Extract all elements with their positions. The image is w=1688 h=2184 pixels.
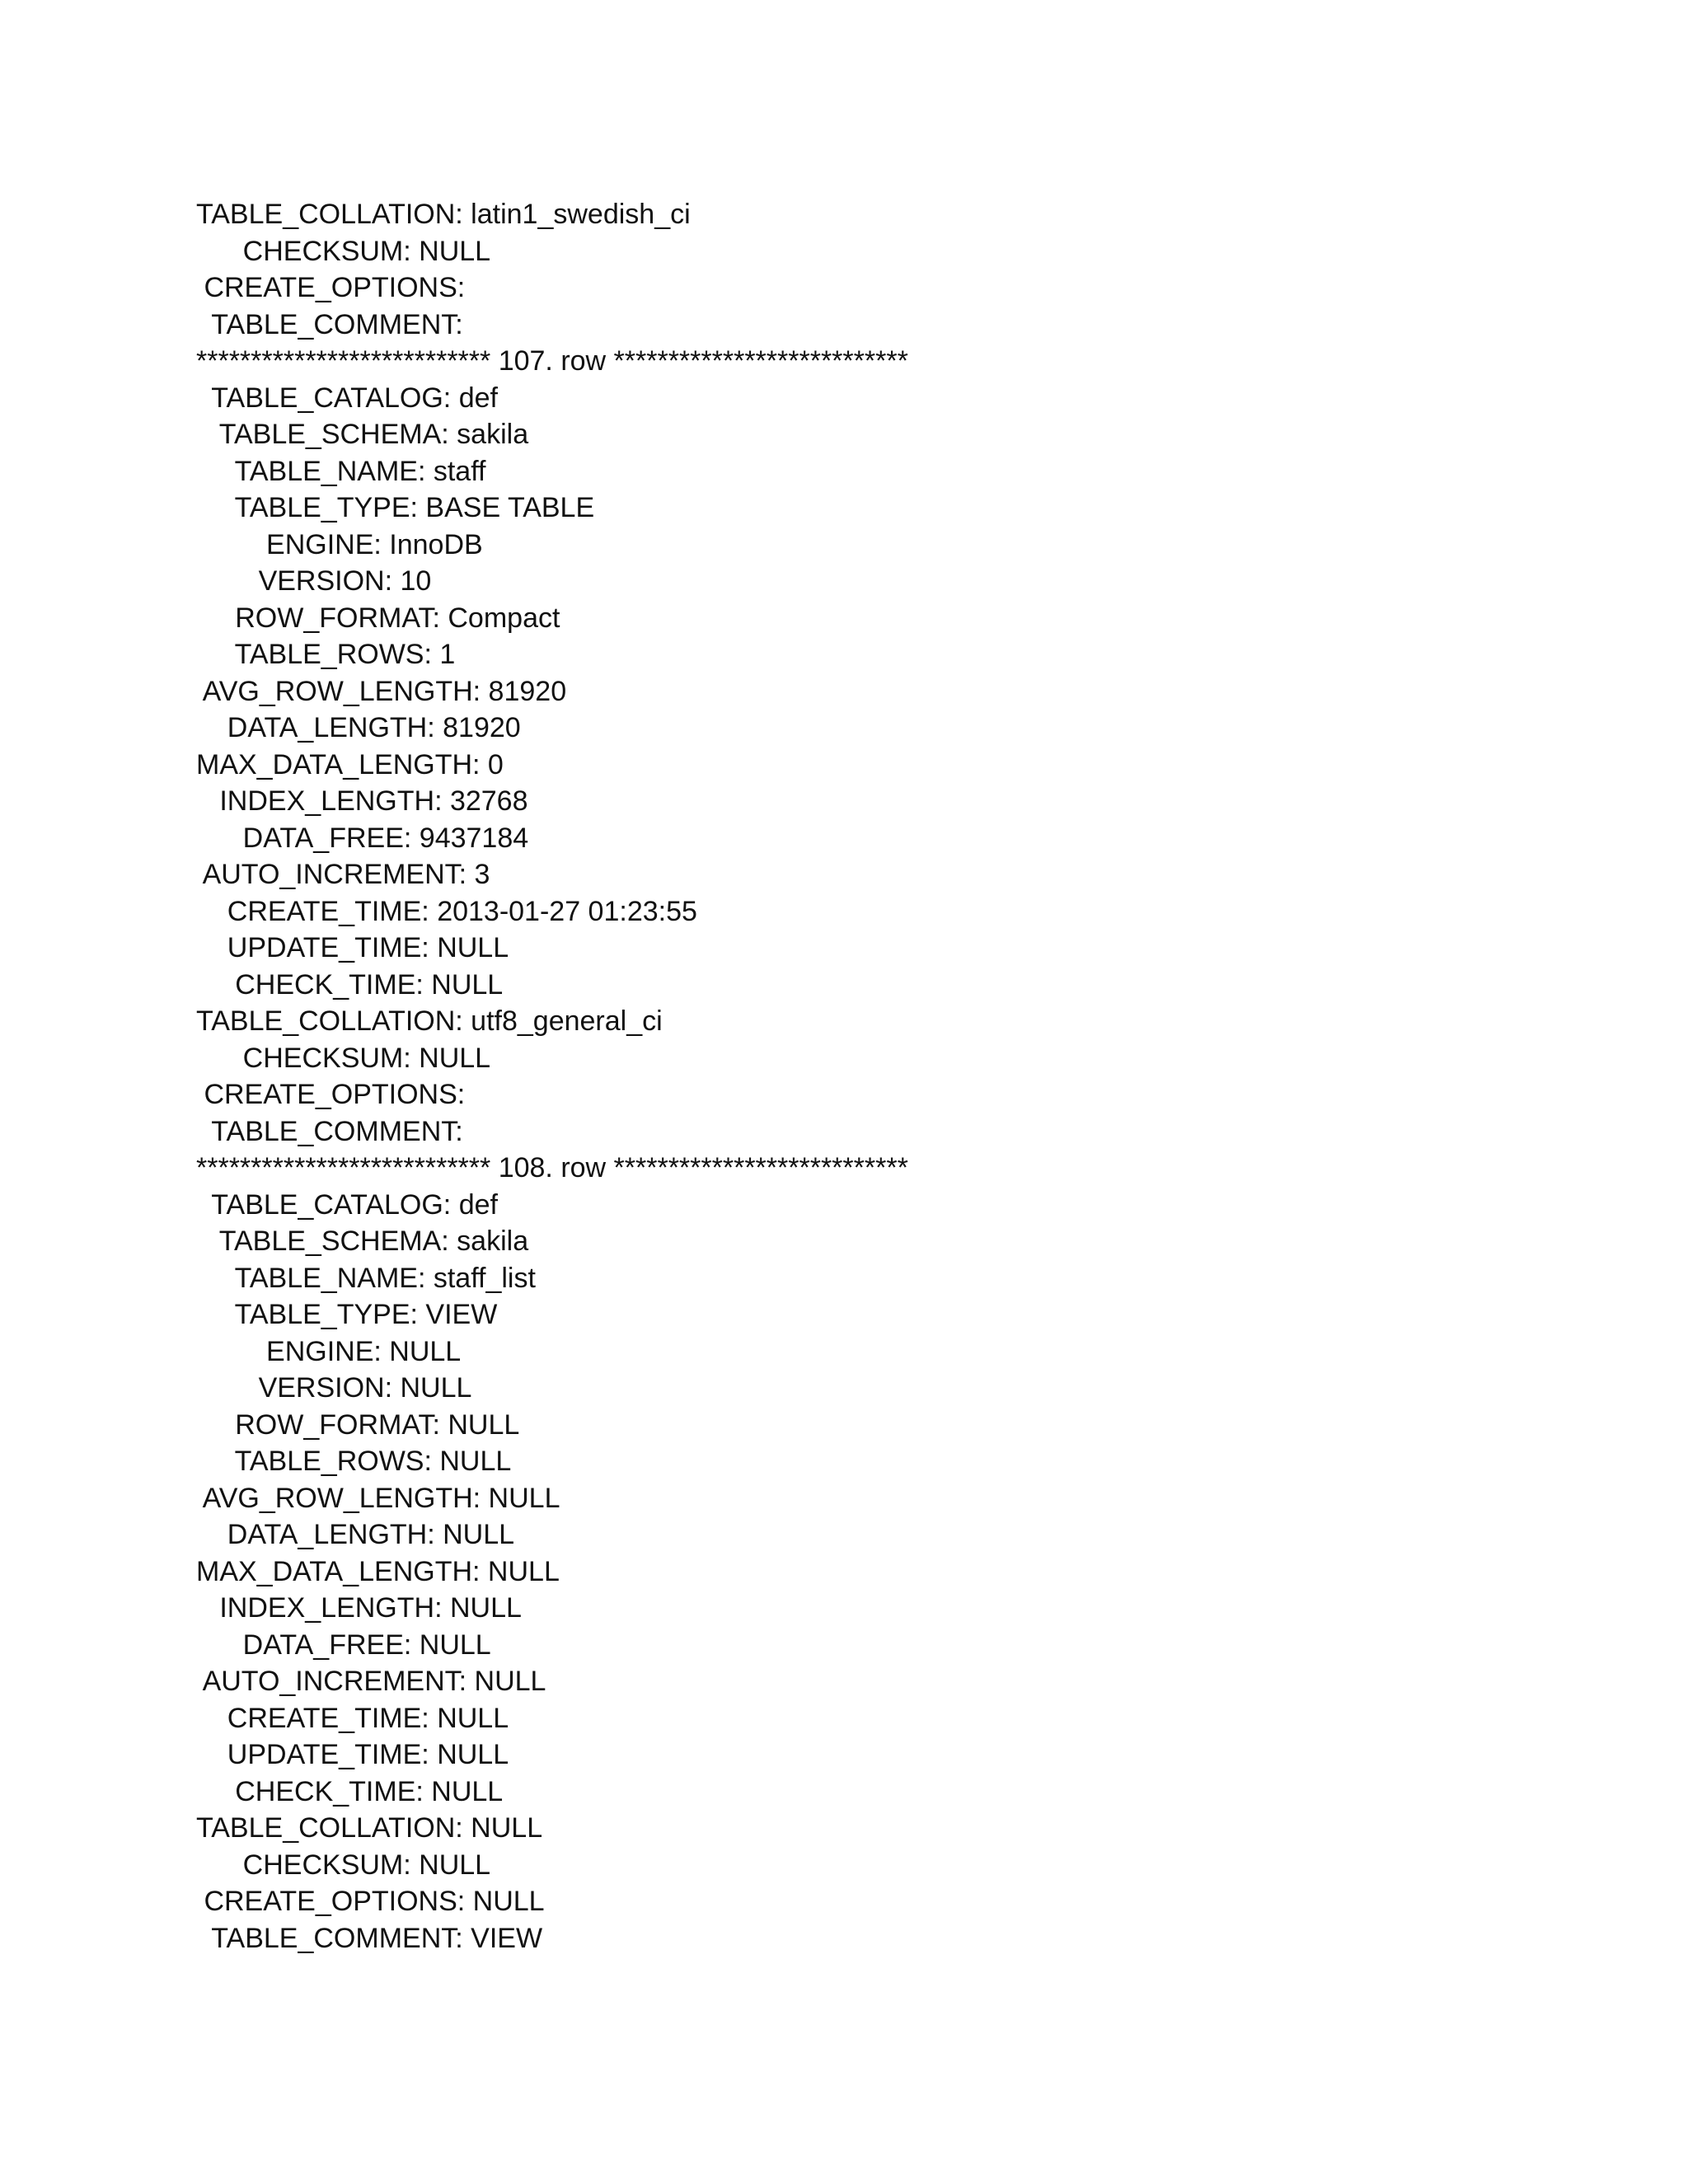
text-line: ENGINE: InnoDB xyxy=(196,528,483,560)
text-line: TABLE_COLLATION: latin1_swedish_ci xyxy=(196,199,691,230)
text-line: TABLE_ROWS: 1 xyxy=(196,639,456,670)
text-line: CREATE_TIME: 2013-01-27 01:23:55 xyxy=(196,895,697,927)
text-line: TABLE_COLLATION: NULL xyxy=(196,1812,543,1844)
text-line: TABLE_COMMENT: VIEW xyxy=(196,1922,543,1954)
text-line: ENGINE: NULL xyxy=(196,1335,462,1367)
text-line: *************************** 108. row *************************** xyxy=(196,1152,908,1183)
text-line: CREATE_OPTIONS: xyxy=(196,272,466,303)
text-line: INDEX_LENGTH: NULL xyxy=(196,1592,522,1624)
text-line: TABLE_TYPE: VIEW xyxy=(196,1299,498,1330)
text-line: *************************** 107. row *************************** xyxy=(196,345,908,377)
text-line: DATA_LENGTH: 81920 xyxy=(196,712,521,743)
text-line: TABLE_CATALOG: def xyxy=(196,1188,498,1221)
text-line: DATA_LENGTH: NULL xyxy=(196,1519,515,1550)
text-line: MAX_DATA_LENGTH: 0 xyxy=(196,748,504,780)
text-line: INDEX_LENGTH: 32768 xyxy=(196,785,528,817)
text-line: CREATE_OPTIONS: xyxy=(196,1079,466,1110)
text-line: CREATE_OPTIONS: NULL xyxy=(196,1886,545,1917)
text-line: TABLE_TYPE: BASE TABLE xyxy=(196,492,595,523)
document-body xyxy=(196,196,1597,1957)
text-line: AVG_ROW_LENGTH: 81920 xyxy=(196,675,567,707)
text-line: ROW_FORMAT: Compact xyxy=(196,602,560,634)
text-line: ROW_FORMAT: NULL xyxy=(196,1408,520,1441)
text-line: UPDATE_TIME: NULL xyxy=(196,932,509,963)
text-line: CHECKSUM: NULL xyxy=(196,1042,491,1074)
text-line: VERSION: 10 xyxy=(196,565,432,597)
text-line: TABLE_SCHEMA: sakila xyxy=(196,1226,529,1257)
text-line: AUTO_INCREMENT: NULL xyxy=(196,1666,546,1697)
text-line: DATA_FREE: 9437184 xyxy=(196,822,529,854)
text-line: AUTO_INCREMENT: 3 xyxy=(196,859,490,890)
text-line: CREATE_TIME: NULL xyxy=(196,1702,509,1734)
text-line: TABLE_COLLATION: utf8_general_ci xyxy=(196,1005,663,1037)
text-line: TABLE_NAME: staff_list xyxy=(196,1262,536,1294)
text-line: TABLE_CATALOG: def xyxy=(196,382,498,414)
text-line: AVG_ROW_LENGTH: NULL xyxy=(196,1482,560,1514)
text-line: CHECKSUM: NULL xyxy=(196,1849,491,1881)
text-line: UPDATE_TIME: NULL xyxy=(196,1739,509,1770)
text-line: TABLE_COMMENT: xyxy=(196,308,463,340)
text-line: MAX_DATA_LENGTH: NULL xyxy=(196,1555,560,1587)
text-line: TABLE_COMMENT: xyxy=(196,1115,463,1147)
text-line: TABLE_ROWS: NULL xyxy=(196,1446,512,1477)
text-line: CHECK_TIME: NULL xyxy=(196,968,504,1001)
text-line: TABLE_NAME: staff xyxy=(196,455,486,487)
text-line: TABLE_SCHEMA: sakila xyxy=(196,419,529,450)
text-line: VERSION: NULL xyxy=(196,1372,472,1404)
text-line: CHECKSUM: NULL xyxy=(196,235,491,267)
text-line: DATA_FREE: NULL xyxy=(196,1629,491,1661)
text-line: CHECK_TIME: NULL xyxy=(196,1775,504,1807)
